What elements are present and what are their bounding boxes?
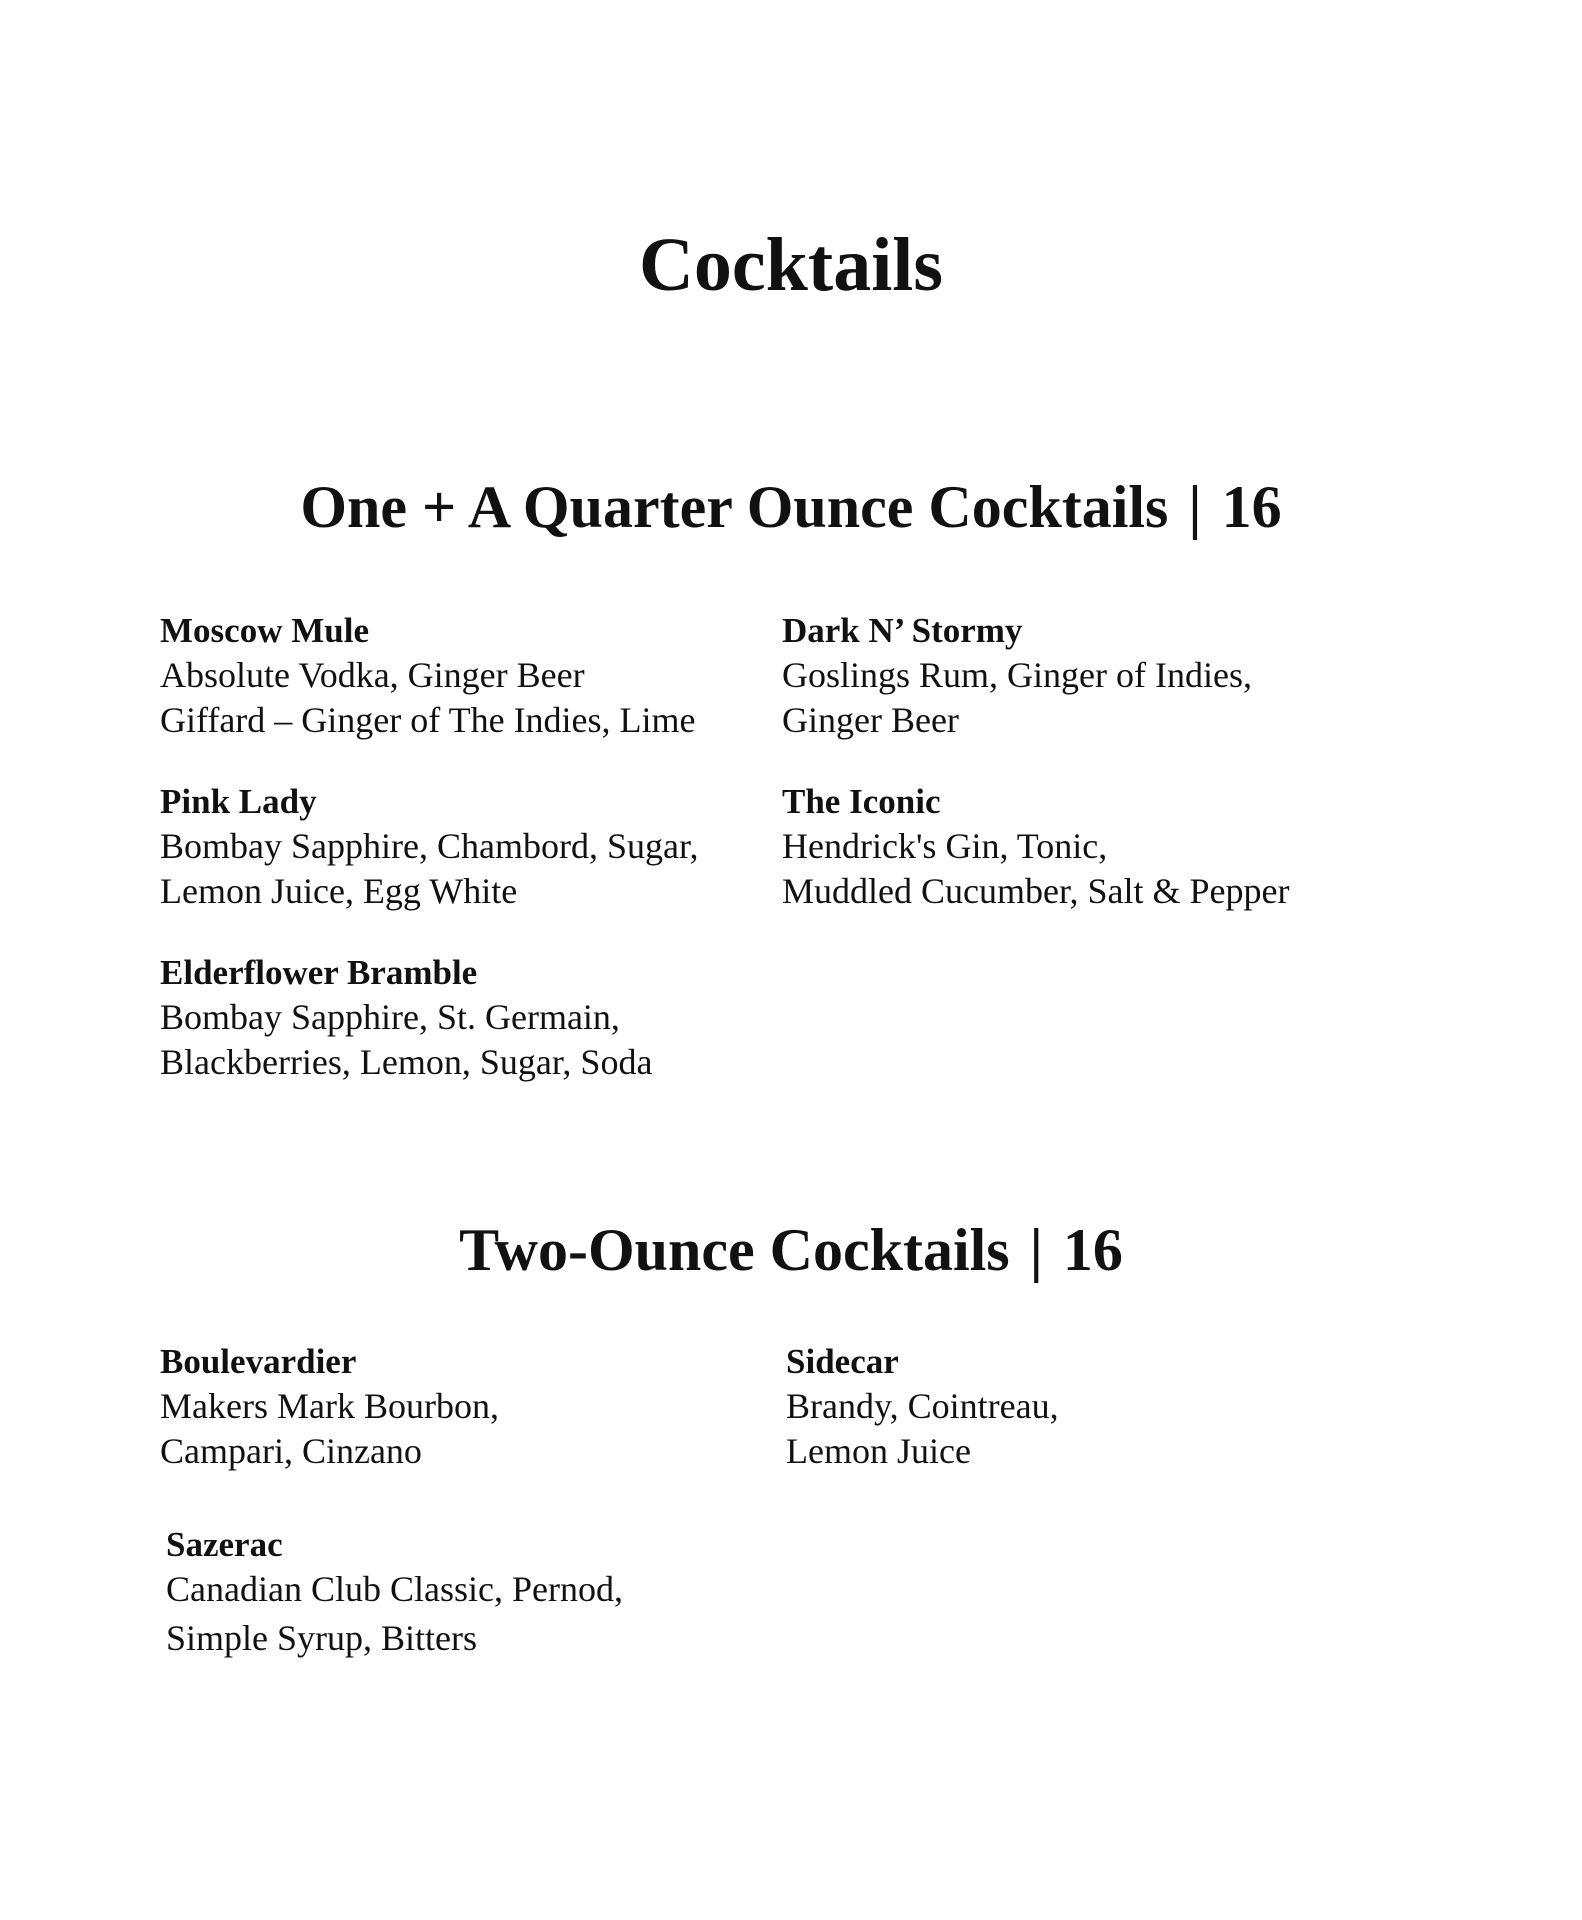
page-title: Cocktails (639, 223, 943, 307)
item-ingredients-line: Lemon Juice (786, 1431, 971, 1471)
section-price: 16 (1221, 474, 1282, 540)
section-name: One + A Quarter Ounce Cocktails (300, 474, 1169, 540)
item-ingredients-line: Muddled Cucumber, Salt & Pepper (782, 871, 1290, 911)
item-name: Sidecar (786, 1342, 899, 1381)
item-ingredients-line: Lemon Juice, Egg White (160, 871, 518, 911)
item-ingredients-line: Brandy, Cointreau, (786, 1386, 1059, 1426)
item-ingredients-line: Bombay Sapphire, Chambord, Sugar, (160, 826, 699, 866)
item-ingredients-line: Giffard – Ginger of The Indies, Lime (160, 700, 696, 740)
item-name: Pink Lady (160, 782, 317, 821)
menu-item-moscow-mule (160, 608, 780, 743)
item-ingredients-line: Simple Syrup, Bitters (166, 1618, 478, 1658)
item-name: Sazerac (166, 1525, 283, 1564)
item-ingredients-line: Makers Mark Bourbon, (160, 1386, 499, 1426)
section-heading-one-quarter-ounce (0, 470, 1582, 544)
item-ingredients-line: Campari, Cinzano (160, 1431, 422, 1471)
item-name: Dark N’ Stormy (782, 611, 1023, 650)
section-separator: | (1188, 474, 1202, 540)
item-name: Elderflower Bramble (160, 953, 478, 992)
item-name: Moscow Mule (160, 611, 369, 650)
section-heading-two-ounce (0, 1213, 1582, 1287)
item-name: Boulevardier (160, 1342, 357, 1381)
menu-item-dark-n-stormy (782, 608, 1402, 743)
item-ingredients-line: Blackberries, Lemon, Sugar, Soda (160, 1042, 653, 1082)
menu-item-elderflower-bramble (160, 950, 780, 1085)
menu-item-sazerac (166, 1522, 786, 1661)
item-ingredients-line: Ginger Beer (782, 700, 959, 740)
item-ingredients-line: Bombay Sapphire, St. Germain, (160, 997, 620, 1037)
menu-item-the-iconic (782, 779, 1402, 914)
item-ingredients-line: Hendrick's Gin, Tonic, (782, 826, 1108, 866)
item-ingredients-line: Canadian Club Classic, Pernod, (166, 1569, 623, 1609)
section-name: Two-Ounce Cocktails (459, 1217, 1010, 1283)
menu-item-pink-lady (160, 779, 780, 914)
section-separator: | (1029, 1217, 1043, 1283)
item-ingredients-line: Goslings Rum, Ginger of Indies, (782, 655, 1252, 695)
section-price: 16 (1062, 1217, 1123, 1283)
menu-item-sidecar (786, 1339, 1406, 1474)
item-ingredients-line: Absolute Vodka, Ginger Beer (160, 655, 585, 695)
item-name: The Iconic (782, 782, 941, 821)
menu-item-boulevardier (160, 1339, 780, 1474)
